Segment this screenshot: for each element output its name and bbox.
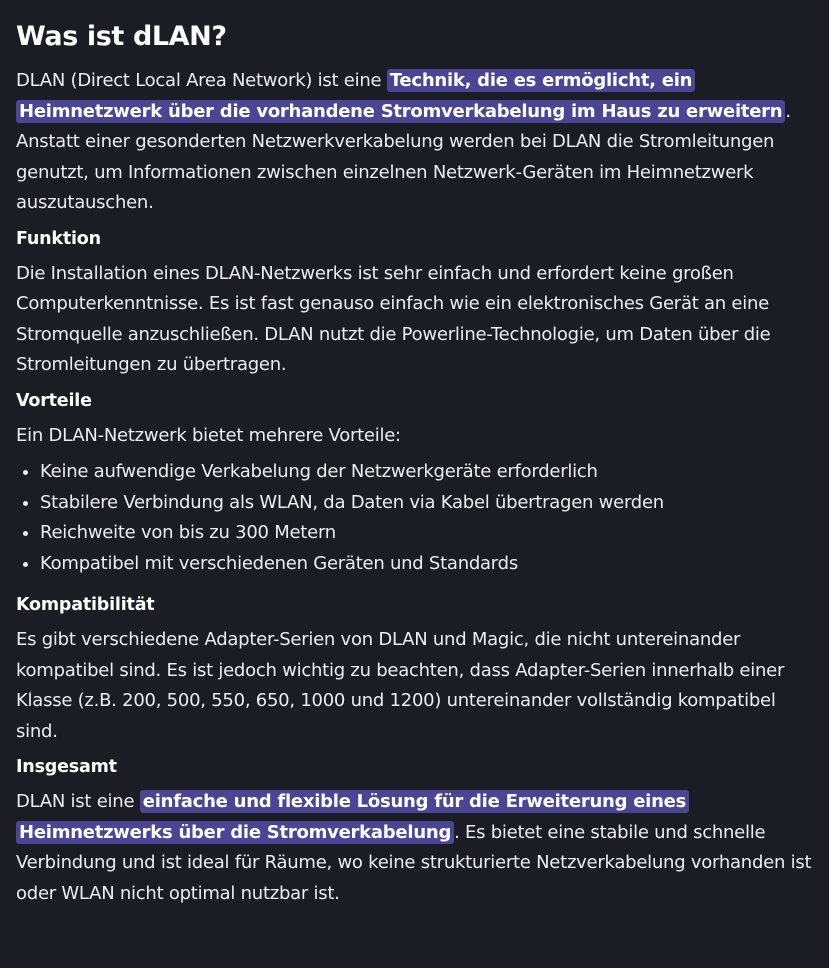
list-item: • Reichweite von bis zu 300 Metern	[40, 518, 816, 549]
insgesamt-text-after: . Es bietet eine stabile und schnelle Verbindung und ist ideal für Räume, wo keine strukturierte Netzverkabelung vorhanden ist oder WLAN nicht optimal nutzbar ist.	[16, 821, 812, 904]
page-title: Was ist dLAN?	[16, 21, 227, 52]
kompatibilitaet-heading: Kompatibilität	[16, 595, 155, 615]
list-item: • Stabilere Verbindung als WLAN, da Daten via Kabel übertragen werden	[40, 488, 816, 519]
insgesamt-paragraph	[16, 787, 816, 909]
intro-paragraph	[16, 66, 816, 219]
funktion-paragraph: Die Installation eines DLAN-Netzwerks ist sehr einfach und erfordert keine großen Computerkenntnisse. Es ist fast genauso einfach wie ein elektronisches Gerät an eine Stromquelle anzuschließen. DLAN nutzt die Powerline-Technologie, um Daten über die Stromleitungen zu übertragen.	[16, 262, 771, 375]
insgesamt-highlight: einfache und flexible Lösung für die Erweiterung eines Heimnetzwerks über die Stromverkabelung	[16, 790, 689, 844]
funktion-heading: Funktion	[16, 228, 101, 249]
vorteile-paragraph: Ein DLAN-Netzwerk bietet mehrere Vorteile:	[16, 424, 401, 446]
kompatibilitaet-paragraph: Es gibt verschiedene Adapter-Serien von DLAN und Magic, die nicht untereinander kompatibel sind. Es ist jedoch wichtig zu beachten, dass Adapter-Serien innerhalb einer Klasse (z.B. 200, 500, 550, 650, 1000 und 1200) untereinander vollständig kompatibel sind.	[16, 629, 785, 742]
list-item: • Keine aufwendige Verkabelung der Netzwerkgeräte erforderlich	[40, 457, 816, 488]
insgesamt-heading: Insgesamt	[16, 757, 117, 777]
intro-text-before: DLAN (Direct Local Area Network) ist eine	[16, 70, 387, 91]
list-item: • Kompatibel mit verschiedenen Geräten und Standards	[40, 549, 816, 580]
vorteile-heading: Vorteile	[16, 390, 92, 411]
chat-message-content	[16, 16, 816, 915]
intro-highlight: Technik, die es ermöglicht, ein Heimnetzwerk über die vorhandene Stromverkabelung im Haus zu erweitern	[16, 69, 785, 123]
vorteile-list	[16, 457, 816, 579]
insgesamt-text-before: DLAN ist eine	[16, 791, 140, 812]
intro-text-after: . Anstatt einer gesonderten Netzwerkverkabelung werden bei DLAN die Stromleitungen genutzt, um Informationen zwischen einzelnen Netzwerk-Geräten im Heimnetzwerk auszutauschen.	[16, 100, 791, 213]
